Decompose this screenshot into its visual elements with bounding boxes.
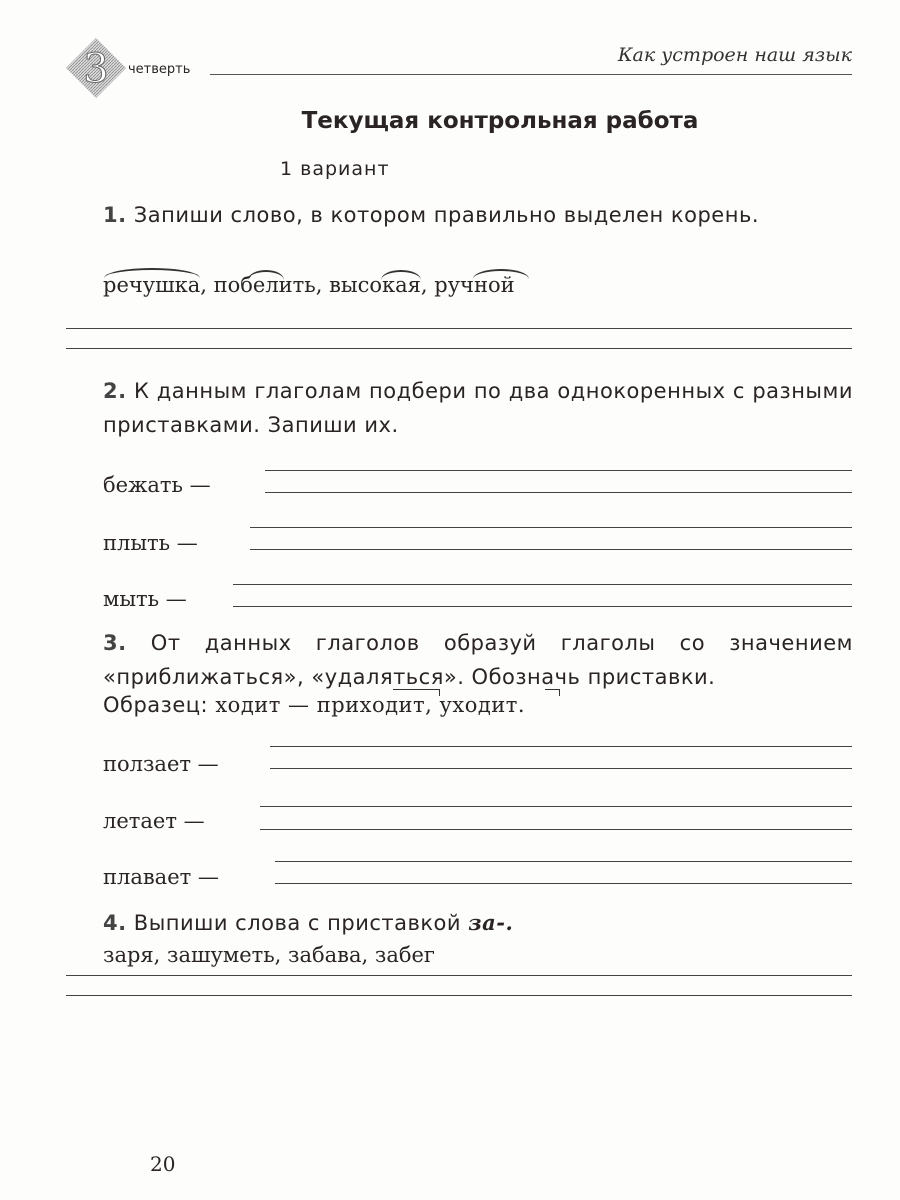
answer-line[interactable] (270, 746, 852, 747)
answer-line[interactable] (250, 549, 852, 550)
quarter-label: четверть (128, 62, 191, 77)
svg-text:3: 3 (83, 46, 109, 92)
verb-label: мыть — (103, 587, 187, 611)
answer-line[interactable] (260, 829, 852, 830)
task-4 (103, 910, 513, 935)
prefix-mark (393, 689, 440, 696)
task-2 (103, 374, 853, 442)
answer-line[interactable] (270, 768, 852, 769)
task-text: Запиши слово, в котором правильно выделен корень. (133, 203, 759, 227)
root-mark (473, 269, 529, 279)
task-text: От данных глаголов образуй глаголы со значением «приближаться», «удаляться». Обозначь приставки. (103, 631, 853, 689)
root-mark (248, 270, 284, 280)
task-number: 3. (103, 631, 127, 655)
verb-label: ползает — (103, 752, 219, 776)
root-mark (104, 268, 200, 278)
answer-line[interactable] (233, 584, 852, 585)
verb-label: летает — (103, 809, 205, 833)
answer-line[interactable] (265, 492, 852, 493)
answer-line[interactable] (275, 861, 852, 862)
answer-line[interactable] (275, 883, 852, 884)
answer-line[interactable] (265, 470, 852, 471)
task-1 (103, 198, 853, 232)
task-4-words: заря, зашуметь, забава, забег (103, 943, 435, 967)
answer-line[interactable] (250, 527, 852, 528)
variant-label: 1 вариант (280, 158, 390, 180)
task-text: Выпиши слова с приставкой (133, 911, 462, 935)
prefix-mark (545, 689, 560, 696)
verb-label: плыть — (103, 531, 198, 555)
answer-line[interactable] (260, 806, 852, 807)
verb-label: бежать — (103, 473, 211, 497)
task-number: 4. (103, 911, 127, 935)
quarter-badge-icon (66, 38, 126, 98)
header-rule (210, 74, 852, 75)
task-3 (103, 626, 853, 694)
task-number: 1. (103, 203, 127, 227)
task-text: К данным глаголам подбери по два однокоренных с разными приставками. Запиши их. (103, 379, 853, 437)
sample (103, 693, 525, 717)
answer-line[interactable] (66, 328, 852, 329)
answer-line[interactable] (233, 606, 852, 607)
prefix-highlight: за-. (468, 910, 514, 935)
sample-text: ходит — приходит, уходит. (215, 693, 526, 717)
answer-line[interactable] (66, 995, 852, 996)
page-number: 20 (150, 1152, 176, 1176)
answer-line[interactable] (66, 975, 852, 976)
answer-line[interactable] (66, 348, 852, 349)
verb-label: плавает — (103, 865, 219, 889)
sample-label: Образец: (103, 693, 209, 717)
task-number: 2. (103, 379, 127, 403)
section-title: Как устроен наш язык (617, 44, 852, 66)
page-title: Текущая контрольная работа (301, 108, 699, 134)
task-1-words: речушка, побелить, высокая, ручной (103, 273, 515, 297)
root-mark (381, 270, 421, 280)
